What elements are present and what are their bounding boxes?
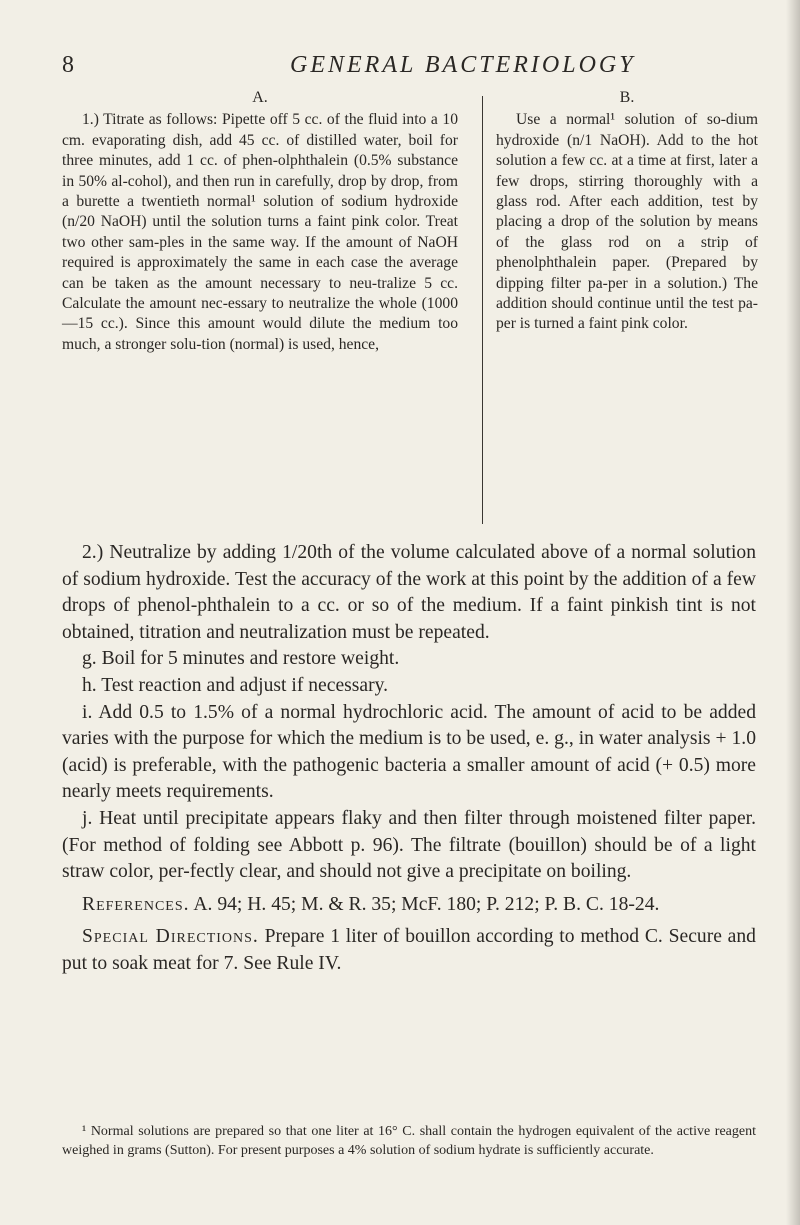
special-directions (62, 924, 756, 977)
paragraph-neutralize: 2.) Neutralize by adding 1/20th of the volume calculated above of a normal solution of sodium hydroxide. Test the accuracy of the work at this point by the addition of a few drops of phenol-phthalein to a cc. or so of the medium. If a faint pinkish tint is not obtained, titration and neutralization must be repeated. (62, 542, 756, 643)
step-i: i. Add 0.5 to 1.5% of a normal hydrochloric acid. The amount of acid to be added varies with the purpose for which the medium is to be used, e. g., in water analysis + 1.0 (acid) is preferable, with the pathogenic bacteria a smaller amount of acid (+ 0.5) more nearly meets requirements. (62, 701, 756, 803)
references-text: A. 94; H. 45; M. & R. 35; McF. 180; P. 212; P. B. C. 18-24. (193, 893, 660, 915)
step-h: h. Test reaction and adjust if necessary. (82, 674, 389, 696)
main-text (62, 540, 756, 978)
column-b-text: Use a normal¹ solution of so-dium hydroxide (n/1 NaOH). Add to the hot solution a few cc. at a time at first, later a few drops, stirring thoroughly with a glass rod. After each addition, test by placing a drop of the solution by means of the glass rod on a strip of phenolphthalein paper. (Prepared by dipping filter pa-per in a solution.) The addition should continue until the test pa-per is turned a faint pink color. (496, 111, 758, 333)
step-g: g. Boil for 5 minutes and restore weight. (82, 648, 400, 670)
column-a (62, 88, 458, 355)
special-directions-text: Prepare 1 liter of bouillon according to method C. Secure and put to soak meat for 7. See Rule IV. (62, 926, 756, 974)
special-directions-label: Special Directions. (82, 926, 259, 948)
page-edge-shadow (786, 0, 800, 1225)
page-number: 8 (62, 52, 74, 78)
footnote-text: ¹ Normal solutions are prepared so that one liter at 16° C. shall contain the hydrogen equivalent of the active reagent weighed in grams (Sutton). For present purposes a 4% solution of sodium hydrate is sufficiently accurate. (62, 1124, 756, 1158)
column-a-text: 1.) Titrate as follows: Pipette off 5 cc. of the fluid into a 10 cm. evaporating dish, add 45 cc. of distilled water, boil for three minutes, add 1 cc. of phen-olphthalein (0.5% substance in 50% al-cohol), and then run in carefully, drop by drop, from a burette a twentieth normal¹ solution of sodium hydroxide (n/20 NaOH) until the solution turns a faint pink color. Treat two other sam-ples in the same way. If the amount of NaOH required is approximately the same in each case the average can be taken as the amount necessary to neu-tralize 5 cc. Calculate the amount nec-essary to neutralize the whole (1000—15 cc.). Since this amount would dilute the medium too much, a stronger solu-tion (normal) is used, hence, (62, 111, 458, 353)
footnote (62, 1122, 756, 1160)
step-j: j. Heat until precipitate appears flaky and then filter through moistened filter paper. (For method of folding see Abbott p. 96). The filtrate (bouillon) should be of a light straw color, per-fectly clear, and should not give a precipitate on boiling. (62, 807, 756, 883)
column-b-heading: B. (619, 89, 635, 106)
running-head: GENERAL BACTERIOLOGY (290, 52, 636, 78)
references-label: References. (82, 893, 190, 915)
column-a-heading: A. (252, 89, 268, 106)
references (62, 892, 756, 919)
column-b (496, 88, 758, 335)
column-divider (482, 96, 483, 524)
